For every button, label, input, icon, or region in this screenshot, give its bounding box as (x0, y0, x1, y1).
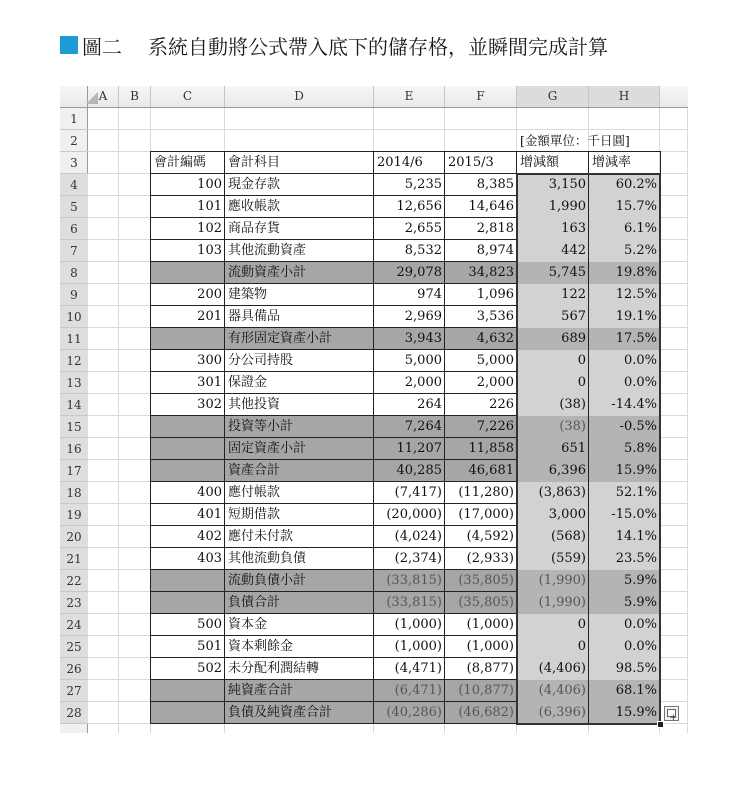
cell-f18[interactable]: (11,280) (458, 485, 514, 500)
column-header-bar (60, 86, 688, 108)
cell-c7[interactable]: 103 (197, 243, 222, 258)
cell-e13[interactable]: 2,000 (404, 375, 442, 390)
cell-g4[interactable]: 3,150 (548, 177, 586, 192)
row-header-6[interactable]: 6 (60, 218, 88, 240)
cell-e14[interactable]: 264 (417, 397, 442, 412)
column-header-g[interactable]: G (517, 86, 589, 107)
cell-g5[interactable]: 1,990 (548, 199, 586, 214)
column-header-b[interactable]: B (119, 86, 151, 107)
column-header-c[interactable]: C (151, 86, 225, 107)
row-header-3[interactable]: 3 (60, 152, 88, 174)
cell-c12[interactable]: 300 (197, 353, 222, 368)
cell-d10[interactable]: 器具備品 (228, 309, 281, 324)
cell-e7[interactable]: 8,532 (404, 243, 442, 258)
cell-f24[interactable]: (1,000) (466, 617, 514, 632)
cell-f23[interactable]: (35,805) (458, 595, 514, 610)
row-header-1[interactable]: 1 (60, 108, 88, 130)
cell-h24[interactable]: 0.0% (623, 617, 657, 632)
column-header-e[interactable]: E (374, 86, 445, 107)
cell-d19[interactable]: 短期借款 (228, 507, 281, 522)
cell-h20[interactable]: 14.1% (615, 529, 657, 544)
cell-d14[interactable]: 其他投資 (228, 397, 281, 412)
cell-f6[interactable]: 2,818 (476, 221, 514, 236)
cell-g12[interactable]: 0 (577, 353, 586, 368)
cell-e5[interactable]: 12,656 (396, 199, 442, 214)
cell-e22[interactable]: (33,815) (386, 573, 442, 588)
cell-d5[interactable]: 應收帳款 (228, 199, 281, 214)
cell-d12[interactable]: 分公司持股 (228, 353, 294, 368)
row-header-22[interactable]: 22 (60, 570, 88, 592)
cell-c25[interactable]: 501 (197, 639, 222, 654)
cell-d23[interactable]: 負債合計 (228, 595, 281, 610)
cell-h9[interactable]: 12.5% (615, 287, 657, 302)
cell-c13[interactable]: 301 (197, 375, 222, 390)
cell-c20[interactable]: 402 (197, 529, 222, 544)
cell-h4[interactable]: 60.2% (615, 177, 657, 192)
cell-c19[interactable]: 401 (197, 507, 222, 522)
cell-d27[interactable]: 純資產合計 (228, 683, 294, 698)
cell-g6[interactable]: 163 (561, 221, 586, 236)
cell-f11[interactable]: 4,632 (476, 331, 514, 346)
cell-e28[interactable]: (40,286) (386, 705, 442, 720)
figure-caption (60, 30, 608, 60)
cell-g7[interactable]: 442 (561, 243, 586, 258)
row-header-8[interactable]: 8 (60, 262, 88, 284)
column-header-d[interactable]: D (225, 86, 374, 107)
cell-e11[interactable]: 3,943 (404, 331, 442, 346)
cell-h7[interactable]: 5.2% (623, 243, 657, 258)
column-header-h[interactable]: H (589, 86, 660, 107)
row-header-5[interactable]: 5 (60, 196, 88, 218)
cell-d8[interactable]: 流動資產小計 (228, 265, 307, 280)
cell-d3[interactable]: 會計科目 (228, 155, 281, 170)
row-header-23[interactable]: 23 (60, 592, 88, 614)
cell-e9[interactable]: 974 (417, 287, 442, 302)
cell-g18[interactable]: (3,863) (538, 485, 586, 500)
cell-f26[interactable]: (8,877) (466, 661, 514, 676)
cell-c9[interactable]: 200 (197, 287, 222, 302)
cell-d13[interactable]: 保證金 (228, 375, 268, 390)
cell-g11[interactable]: 689 (561, 331, 586, 346)
cell-g27[interactable]: (4,406) (538, 683, 586, 698)
cell-e20[interactable]: (4,024) (394, 529, 442, 544)
cell-f17[interactable]: 46,681 (468, 463, 514, 478)
cell-e27[interactable]: (6,471) (394, 683, 442, 698)
column-header-a[interactable]: A (88, 86, 119, 107)
row-header-17[interactable]: 17 (60, 460, 88, 482)
cell-e21[interactable]: (2,374) (394, 551, 442, 566)
cell-f28[interactable]: (46,682) (458, 705, 514, 720)
cell-f8[interactable]: 34,823 (468, 265, 514, 280)
cell-e23[interactable]: (33,815) (386, 595, 442, 610)
cell-e4[interactable]: 5,235 (404, 177, 442, 192)
cell-f16[interactable]: 11,858 (468, 441, 514, 456)
cell-e12[interactable]: 5,000 (404, 353, 442, 368)
row-header-16[interactable]: 16 (60, 438, 88, 460)
cell-c24[interactable]: 500 (197, 617, 222, 632)
cell-f15[interactable]: 7,226 (476, 419, 514, 434)
cell-g13[interactable]: 0 (577, 375, 586, 390)
figure-caption-text: 系統自動將公式帶入底下的儲存格，並瞬間完成計算 (148, 34, 608, 59)
cell-h13[interactable]: 0.0% (623, 375, 657, 390)
cell-e19[interactable]: (20,000) (386, 507, 442, 522)
cell-h10[interactable]: 19.1% (615, 309, 657, 324)
cell-h27[interactable]: 68.1% (615, 683, 657, 698)
cell-e25[interactable]: (1,000) (394, 639, 442, 654)
cell-g14[interactable]: (38) (559, 397, 586, 412)
row-header-25[interactable]: 25 (60, 636, 88, 658)
cell-f7[interactable]: 8,974 (476, 243, 514, 258)
cell-g17[interactable]: 6,396 (548, 463, 586, 478)
cell-d28[interactable]: 負債及純資產合計 (228, 705, 333, 720)
row-header-4[interactable]: 4 (60, 174, 88, 196)
cell-h22[interactable]: 5.9% (623, 573, 657, 588)
cell-f19[interactable]: (17,000) (458, 507, 514, 522)
cell-f3[interactable]: 2015/3 (448, 155, 494, 170)
cell-c4[interactable]: 100 (197, 177, 222, 192)
cell-c21[interactable]: 403 (197, 551, 222, 566)
row-header-27[interactable]: 27 (60, 680, 88, 702)
row-header-20[interactable]: 20 (60, 526, 88, 548)
cell-g21[interactable]: (559) (551, 551, 586, 566)
cell-f27[interactable]: (10,877) (458, 683, 514, 698)
row-header-15[interactable]: 15 (60, 416, 88, 438)
cell-h11[interactable]: 17.5% (615, 331, 657, 346)
cell-e24[interactable]: (1,000) (394, 617, 442, 632)
cell-f14[interactable]: 226 (489, 397, 514, 412)
column-header-f[interactable]: F (445, 86, 517, 107)
cell-h14[interactable]: -14.4% (611, 397, 657, 412)
row-header-2[interactable]: 2 (60, 130, 88, 152)
figure-label: 圖二 (82, 34, 122, 59)
cell-h8[interactable]: 19.8% (615, 265, 657, 280)
cell-f4[interactable]: 8,385 (476, 177, 514, 192)
cell-h28[interactable]: 15.9% (615, 705, 657, 720)
row-header-18[interactable]: 18 (60, 482, 88, 504)
cell-g3[interactable]: 增減額 (520, 155, 560, 170)
select-all-corner[interactable] (60, 86, 88, 107)
cell-h19[interactable]: -15.0% (611, 507, 657, 522)
grid-line-vertical (118, 108, 119, 733)
cell-g20[interactable]: (568) (551, 529, 586, 544)
cell-c18[interactable]: 400 (197, 485, 222, 500)
row-header-10[interactable]: 10 (60, 306, 88, 328)
cell-g28[interactable]: (6,396) (538, 705, 586, 720)
row-header-9[interactable]: 9 (60, 284, 88, 306)
cell-e8[interactable]: 29,078 (396, 265, 442, 280)
cell-c3[interactable]: 會計編碼 (154, 155, 207, 170)
cell-e15[interactable]: 7,264 (404, 419, 442, 434)
cell-h21[interactable]: 23.5% (615, 551, 657, 566)
cell-f25[interactable]: (1,000) (466, 639, 514, 654)
cell-g26[interactable]: (4,406) (538, 661, 586, 676)
cell-f5[interactable]: 14,646 (468, 199, 514, 214)
cell-h15[interactable]: -0.5% (619, 419, 657, 434)
cell-d25[interactable]: 資本剩餘金 (228, 639, 294, 654)
cell-h26[interactable]: 98.5% (615, 661, 657, 676)
cell-d24[interactable]: 資本金 (228, 617, 268, 632)
cell-h16[interactable]: 5.8% (623, 441, 657, 456)
cell-d15[interactable]: 投資等小計 (228, 419, 294, 434)
row-header-14[interactable]: 14 (60, 394, 88, 416)
cell-g19[interactable]: 3,000 (548, 507, 586, 522)
row-header-26[interactable]: 26 (60, 658, 88, 680)
cell-e10[interactable]: 2,969 (404, 309, 442, 324)
row-header-21[interactable]: 21 (60, 548, 88, 570)
cell-c6[interactable]: 102 (197, 221, 222, 236)
cell-c10[interactable]: 201 (197, 309, 222, 324)
cell-g9[interactable]: 122 (561, 287, 586, 302)
row-header-13[interactable]: 13 (60, 372, 88, 394)
cell-d18[interactable]: 應付帳款 (228, 485, 281, 500)
cell-e6[interactable]: 2,655 (404, 221, 442, 236)
row-header-12[interactable]: 12 (60, 350, 88, 372)
cell-d11[interactable]: 有形固定資產小計 (228, 331, 333, 346)
cell-f9[interactable]: 1,096 (476, 287, 514, 302)
cell-g16[interactable]: 651 (561, 441, 586, 456)
cell-d20[interactable]: 應付未付款 (228, 529, 294, 544)
cell-f22[interactable]: (35,805) (458, 573, 514, 588)
cell-g25[interactable]: 0 (577, 639, 586, 654)
cell-f13[interactable]: 2,000 (476, 375, 514, 390)
row-header-7[interactable]: 7 (60, 240, 88, 262)
cell-d22[interactable]: 流動負債小計 (228, 573, 307, 588)
cell-g10[interactable]: 567 (561, 309, 586, 324)
caption-square-icon (60, 36, 78, 54)
cell-f10[interactable]: 3,536 (476, 309, 514, 324)
cell-h3[interactable]: 增減率 (592, 155, 632, 170)
cell-c5[interactable]: 101 (197, 199, 222, 214)
cell-h18[interactable]: 52.1% (615, 485, 657, 500)
cell-h5[interactable]: 15.7% (615, 199, 657, 214)
cell-d7[interactable]: 其他流動資產 (228, 243, 307, 258)
cell-c26[interactable]: 502 (197, 661, 222, 676)
cell-e26[interactable]: (4,471) (394, 661, 442, 676)
cell-e18[interactable]: (7,417) (394, 485, 442, 500)
row-header-24[interactable]: 24 (60, 614, 88, 636)
cell-g8[interactable]: 5,745 (548, 265, 586, 280)
cell-d21[interactable]: 其他流動負債 (228, 551, 307, 566)
cell-h6[interactable]: 6.1% (623, 221, 657, 236)
cell-d6[interactable]: 商品存貨 (228, 221, 281, 236)
cell-d16[interactable]: 固定資產小計 (228, 441, 307, 456)
cell-g2[interactable]: [金額單位：千日圓] (520, 133, 630, 148)
cell-g24[interactable]: 0 (577, 617, 586, 632)
spreadsheet-grid (60, 86, 688, 733)
row-header-11[interactable]: 11 (60, 328, 88, 350)
cell-g23[interactable]: (1,990) (538, 595, 586, 610)
cell-f21[interactable]: (2,933) (466, 551, 514, 566)
cell-g22[interactable]: (1,990) (538, 573, 586, 588)
cell-d26[interactable]: 未分配利潤結轉 (228, 661, 320, 676)
cell-h12[interactable]: 0.0% (623, 353, 657, 368)
cell-g15[interactable]: (38) (559, 419, 586, 434)
row-header-19[interactable]: 19 (60, 504, 88, 526)
cell-e17[interactable]: 40,285 (396, 463, 442, 478)
cell-h23[interactable]: 5.9% (623, 595, 657, 610)
cell-d4[interactable]: 現金存款 (228, 177, 281, 192)
cell-f12[interactable]: 5,000 (476, 353, 514, 368)
row-header-28[interactable]: 28 (60, 702, 88, 724)
cell-d9[interactable]: 建築物 (228, 287, 268, 302)
fill-handle[interactable] (657, 721, 664, 728)
cell-f20[interactable]: (4,592) (466, 529, 514, 544)
auto-fill-options-icon[interactable] (664, 706, 679, 721)
cell-h25[interactable]: 0.0% (623, 639, 657, 654)
cell-e16[interactable]: 11,207 (396, 441, 442, 456)
grid-line-vertical (687, 108, 688, 733)
cell-h17[interactable]: 15.9% (615, 463, 657, 478)
cell-c14[interactable]: 302 (197, 397, 222, 412)
cell-e3[interactable]: 2014/6 (377, 155, 423, 170)
cell-d17[interactable]: 資產合計 (228, 463, 281, 478)
